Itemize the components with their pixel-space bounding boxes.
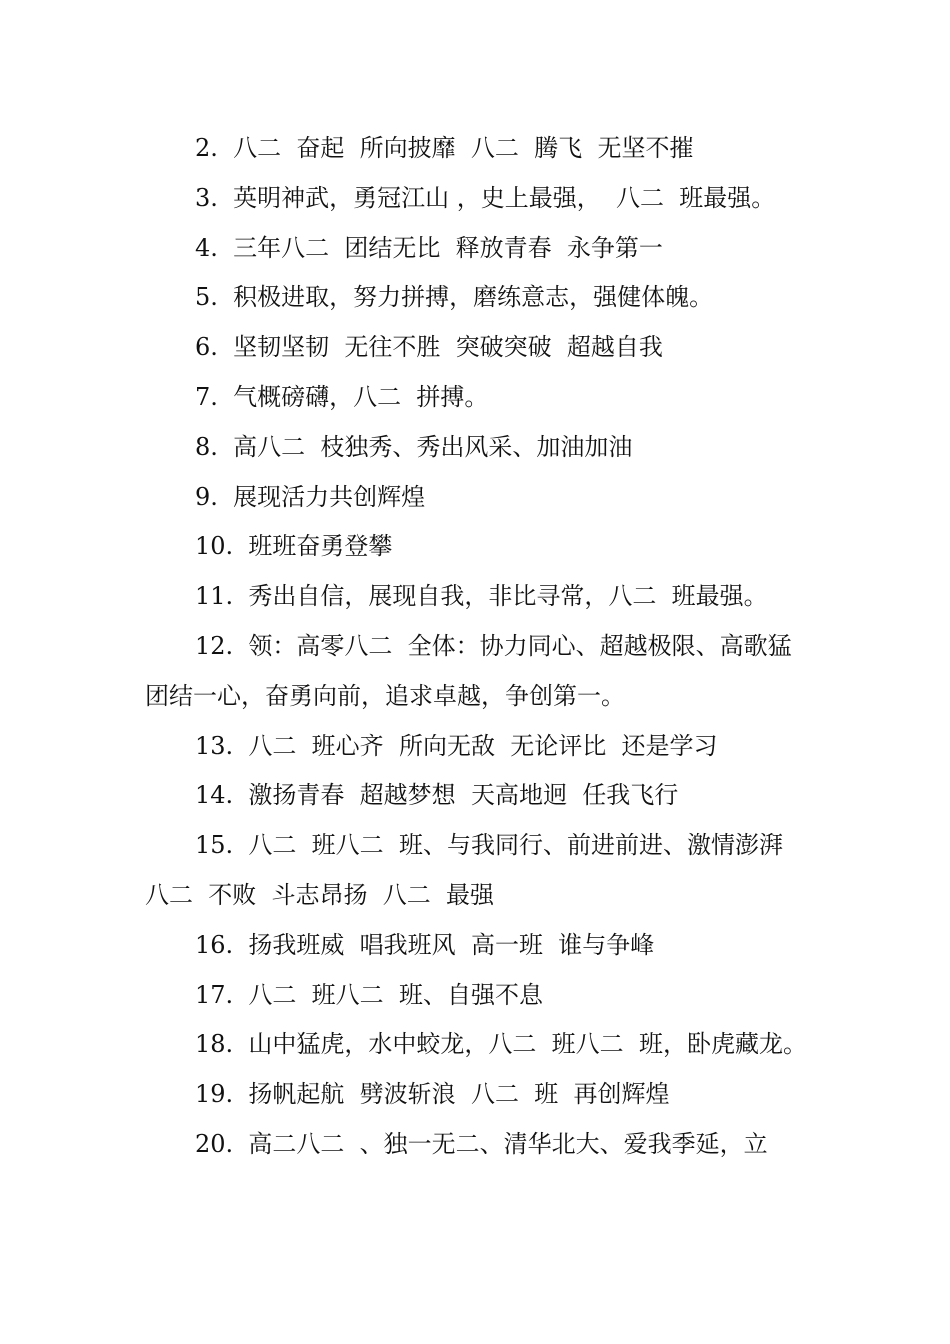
list-item: 9. 展现活力共创辉煌 <box>195 482 426 511</box>
list-item: 14. 激扬青春 超越梦想 天高地迥 任我飞行 <box>195 781 679 810</box>
list-item: 3. 英明神武，勇冠江山 ，史上最强， 八二 班最强。 <box>195 183 776 212</box>
list-item: 15. 八二 班八二 班、与我同行、前进前进、激情澎湃 八二 不败 斗志昂扬 八二 最强 <box>145 831 799 909</box>
slogan-list <box>145 124 810 1170</box>
list-item: 10. 班班奋勇登攀 <box>195 532 393 561</box>
list-item: 17. 八二 班八二 班、自强不息 <box>195 980 543 1009</box>
list-item: 18. 山中猛虎，水中蛟龙，八二 班八二 班，卧虎藏龙。 <box>195 1030 807 1059</box>
list-item: 11. 秀出自信，展现自我，非比寻常，八二 班最强。 <box>195 582 768 611</box>
list-item: 19. 扬帆起航 劈波斩浪 八二 班 再创辉煌 <box>195 1080 670 1109</box>
list-item: 12. 领：高零八二 全体：协力同心、超越极限、高歌猛团结一心，奋勇向前，追求卓越，争创第一。 <box>145 631 792 710</box>
list-item: 7. 气概磅礴，八二 拼搏。 <box>195 382 489 411</box>
list-item: 16. 扬我班威 唱我班风 高一班 谁与争峰 <box>195 930 655 959</box>
list-item: 2. 八二 奋起 所向披靡 八二 腾飞 无坚不摧 <box>195 134 694 162</box>
list-item: 13. 八二 班心齐 所向无敌 无论评比 还是学习 <box>195 731 718 760</box>
list-item: 8. 高八二 枝独秀、秀出风采、加油加油 <box>195 432 633 461</box>
list-item: 6. 坚韧坚韧 无往不胜 突破突破 超越自我 <box>195 333 663 362</box>
list-item: 4. 三年八二 团结无比 释放青春 永争第一 <box>195 233 663 262</box>
list-item: 20. 高二八二 、独一无二、清华北大、爱我季延，立 <box>195 1129 768 1158</box>
list-item: 5. 积极进取，努力拼搏，磨练意志，强健体魄。 <box>195 283 714 312</box>
